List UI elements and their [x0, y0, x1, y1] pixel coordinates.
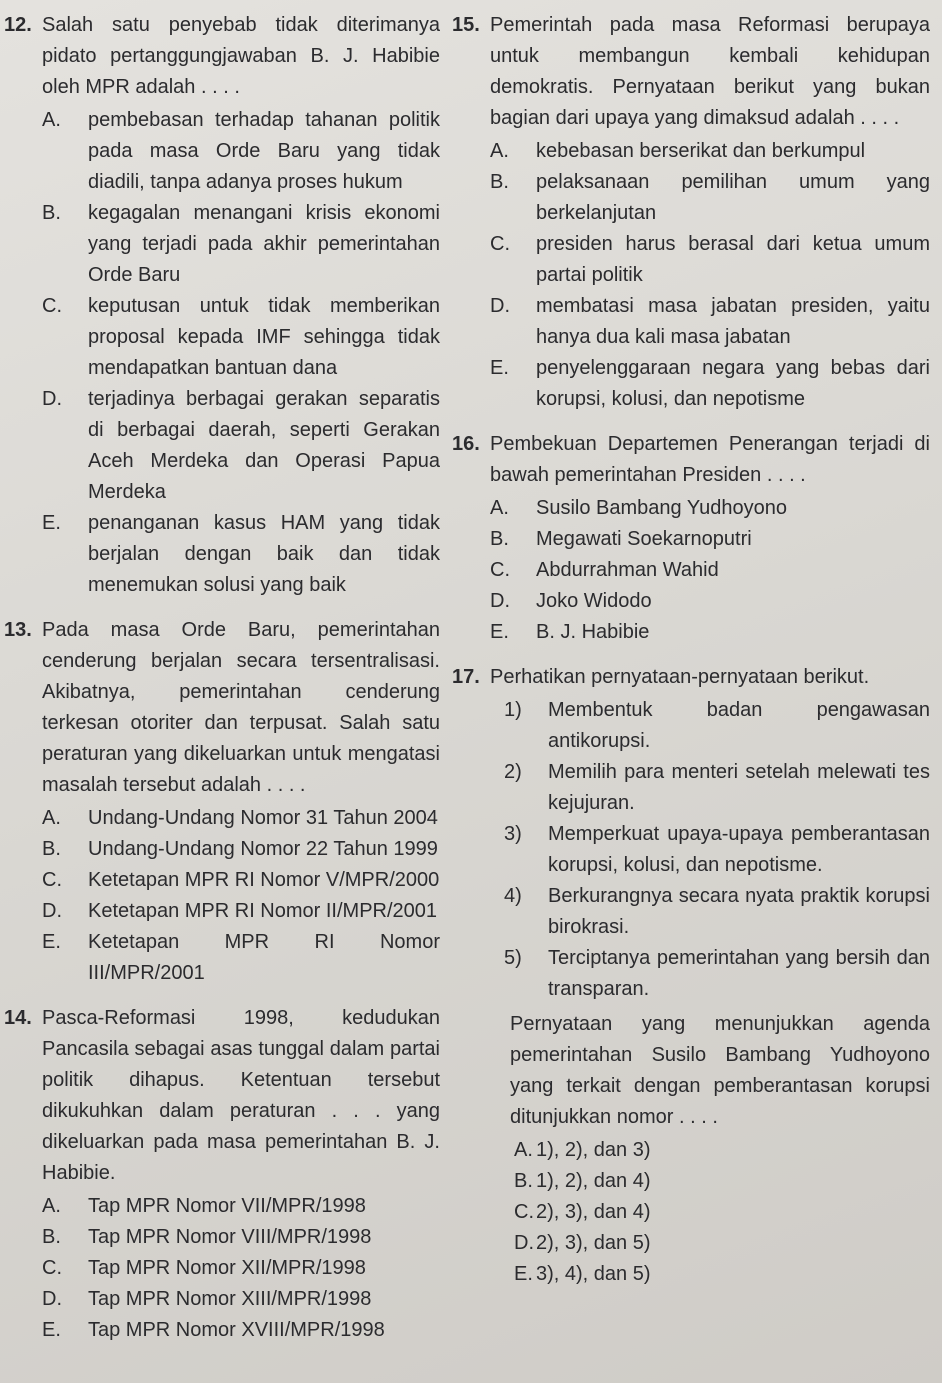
option-e[interactable]	[4, 927, 440, 989]
option-text: B. J. Habibie	[536, 621, 650, 643]
option-text: kebebasan berserikat dan berkumpul	[536, 140, 866, 162]
option-text: Tap MPR Nomor XIII/MPR/1998	[88, 1288, 372, 1310]
option-text: keputusan untuk tidak memberikan proposal kepada IMF sehingga tidak mendapatkan bantuan dana	[88, 295, 440, 379]
option-letter: D.	[42, 900, 62, 922]
option-b[interactable]	[4, 834, 440, 865]
options-list	[452, 1135, 930, 1290]
statement-text: Terciptanya pemerintahan yang bersih dan transparan.	[548, 947, 930, 1000]
question-number: 13.	[4, 619, 32, 641]
option-text: penyelenggaraan negara yang bebas dari korupsi, kolusi, dan nepotisme	[536, 357, 930, 410]
option-letter: C.	[42, 1257, 62, 1279]
option-c[interactable]	[452, 1197, 930, 1228]
question-16	[452, 429, 930, 648]
option-a[interactable]	[4, 1191, 440, 1222]
option-text: 2), 3), dan 4)	[536, 1201, 651, 1223]
question-text: Pemerintah pada masa Reformasi berupaya untuk membangun kembali kehidupan demokratis. Pernyataan berikut yang bukan bagian dari upaya yang dimaksud adalah . . . .	[490, 14, 930, 129]
option-d[interactable]	[452, 291, 930, 353]
option-letter: D.	[514, 1232, 534, 1254]
option-text: Ketetapan MPR RI Nomor II/MPR/2001	[88, 900, 438, 922]
option-letter: D.	[490, 295, 510, 317]
statement-1	[452, 695, 930, 757]
question-15	[452, 10, 930, 415]
option-b[interactable]	[452, 1166, 930, 1197]
option-letter: B.	[514, 1170, 533, 1192]
statement-number: 4)	[504, 885, 522, 907]
option-letter: B.	[42, 838, 61, 860]
option-text: kegagalan menangani krisis ekonomi yang terjadi pada akhir pemerintahan Orde Baru	[88, 202, 440, 286]
options-list	[4, 803, 440, 989]
option-letter: D.	[42, 1288, 62, 1310]
statement-number: 5)	[504, 947, 522, 969]
option-text: Abdurrahman Wahid	[536, 559, 719, 581]
option-c[interactable]	[452, 229, 930, 291]
option-e[interactable]	[452, 353, 930, 415]
option-text: presiden harus berasal dari ketua umum partai politik	[536, 233, 930, 286]
option-letter: D.	[490, 590, 510, 612]
statement-2	[452, 757, 930, 819]
option-e[interactable]	[452, 1259, 930, 1290]
option-a[interactable]	[452, 493, 930, 524]
option-text: membatasi masa jabatan presiden, yaitu hanya dua kali masa jabatan	[536, 295, 930, 348]
statement-number: 2)	[504, 761, 522, 783]
question-number: 14.	[4, 1007, 32, 1029]
option-text: pembebasan terhadap tahanan politik pada masa Orde Baru yang tidak diadili, tanpa adanya proses hukum	[88, 109, 440, 193]
options-list	[4, 105, 440, 601]
option-text: terjadinya berbagai gerakan separatis di berbagai daerah, seperti Gerakan Aceh Merdeka dan Operasi Papua Merdeka	[88, 388, 440, 503]
statement-text: Berkurangnya secara nyata praktik korupsi birokrasi.	[548, 885, 930, 938]
options-list	[452, 136, 930, 415]
option-letter: A.	[42, 1195, 61, 1217]
question-text: Pembekuan Departemen Penerangan terjadi di bawah pemerintahan Presiden . . . .	[490, 433, 930, 486]
question-number: 16.	[452, 433, 480, 455]
option-letter: A.	[490, 497, 509, 519]
question-text: Salah satu penyebab tidak diterimanya pidato pertanggungjawaban B. J. Habibie oleh MPR adalah . . . .	[42, 14, 440, 98]
option-letter: B.	[490, 171, 509, 193]
option-letter: E.	[42, 512, 61, 534]
option-text: penanganan kasus HAM yang tidak berjalan dengan baik dan tidak menemukan solusi yang baik	[88, 512, 440, 596]
option-text: Susilo Bambang Yudhoyono	[536, 497, 787, 519]
question-number: 15.	[452, 14, 480, 36]
option-letter: A.	[42, 807, 61, 829]
statements-list	[452, 695, 930, 1005]
option-text: Joko Widodo	[536, 590, 652, 612]
question-text: Pasca-Reformasi 1998, kedudukan Pancasila sebagai asas tunggal dalam partai politik dihapus. Ketentuan tersebut dikukuhkan dalam peraturan . . . yang dikeluarkan pada masa pemerintahan B. J. Habibie.	[42, 1007, 440, 1184]
option-letter: E.	[42, 1319, 61, 1341]
option-a[interactable]	[452, 136, 930, 167]
option-letter: C.	[42, 869, 62, 891]
statement-3	[452, 819, 930, 881]
option-text: 1), 2), dan 4)	[536, 1170, 651, 1192]
statement-text: Memilih para menteri setelah melewati tes kejujuran.	[548, 761, 930, 814]
statement-number: 3)	[504, 823, 522, 845]
option-letter: B.	[42, 1226, 61, 1248]
option-d[interactable]	[4, 384, 440, 508]
statement-text: Memperkuat upaya-upaya pemberantasan korupsi, kolusi, dan nepotisme.	[548, 823, 930, 876]
right-column	[452, 10, 930, 1304]
option-a[interactable]	[4, 105, 440, 198]
option-text: Tap MPR Nomor XII/MPR/1998	[88, 1257, 366, 1279]
question-14	[4, 1003, 440, 1346]
option-text: 3), 4), dan 5)	[536, 1263, 651, 1285]
option-b[interactable]	[452, 524, 930, 555]
option-e[interactable]	[452, 617, 930, 648]
option-letter: A.	[514, 1139, 533, 1161]
option-c[interactable]	[4, 865, 440, 896]
option-letter: A.	[490, 140, 509, 162]
option-a[interactable]	[4, 803, 440, 834]
option-letter: E.	[490, 357, 509, 379]
option-letter: E.	[42, 931, 61, 953]
option-b[interactable]	[4, 1222, 440, 1253]
option-text: Ketetapan MPR RI Nomor III/MPR/2001	[88, 931, 440, 984]
option-letter: C.	[490, 233, 510, 255]
options-list	[4, 1191, 440, 1346]
option-letter: C.	[514, 1201, 534, 1223]
options-list	[452, 493, 930, 648]
option-c[interactable]	[452, 555, 930, 586]
left-column	[4, 10, 440, 1360]
option-letter: B.	[490, 528, 509, 550]
option-d[interactable]	[452, 1228, 930, 1259]
question-text: Pada masa Orde Baru, pemerintahan cenderung berjalan secara tersentralisasi. Akibatnya, pemerintahan cenderung terkesan otoriter dan terpusat. Salah satu peraturan yang dikeluarkan untuk mengatasi masalah tersebut adalah . . . .	[42, 619, 440, 796]
option-letter: E.	[490, 621, 509, 643]
question-text: Perhatikan pernyataan-pernyataan berikut.	[490, 666, 870, 688]
question-follow-text: Pernyataan yang menunjukkan agenda pemerintahan Susilo Bambang Yudhoyono yang terkait dengan pemberantasan korupsi ditunjukkan nomor . . . .	[510, 1013, 930, 1128]
option-letter: E.	[514, 1263, 533, 1285]
option-text: Tap MPR Nomor XVIII/MPR/1998	[88, 1319, 385, 1341]
question-17	[452, 662, 930, 1290]
option-b[interactable]	[4, 198, 440, 291]
statement-5	[452, 943, 930, 1005]
option-text: 1), 2), dan 3)	[536, 1139, 651, 1161]
option-a[interactable]	[452, 1135, 930, 1166]
statement-number: 1)	[504, 699, 522, 721]
option-text: Undang-Undang Nomor 22 Tahun 1999	[88, 838, 438, 860]
option-e[interactable]	[4, 508, 440, 601]
option-d[interactable]	[452, 586, 930, 617]
option-d[interactable]	[4, 896, 440, 927]
statement-text: Membentuk badan pengawasan antikorupsi.	[548, 699, 930, 752]
option-text: Ketetapan MPR RI Nomor V/MPR/2000	[88, 869, 440, 891]
option-text: Megawati Soekarnoputri	[536, 528, 752, 550]
option-text: Undang-Undang Nomor 31 Tahun 2004	[88, 807, 438, 829]
option-letter: C.	[490, 559, 510, 581]
option-d[interactable]	[4, 1284, 440, 1315]
option-letter: D.	[42, 388, 62, 410]
option-text: Tap MPR Nomor VII/MPR/1998	[88, 1195, 366, 1217]
option-b[interactable]	[452, 167, 930, 229]
question-12	[4, 10, 440, 601]
option-c[interactable]	[4, 291, 440, 384]
option-text: Tap MPR Nomor VIII/MPR/1998	[88, 1226, 372, 1248]
question-number: 12.	[4, 14, 32, 36]
option-text: 2), 3), dan 5)	[536, 1232, 651, 1254]
option-letter: A.	[42, 109, 61, 131]
question-13	[4, 615, 440, 989]
option-letter: C.	[42, 295, 62, 317]
option-e[interactable]	[4, 1315, 440, 1346]
option-text: pelaksanaan pemilihan umum yang berkelanjutan	[536, 171, 930, 224]
option-letter: B.	[42, 202, 61, 224]
statement-4	[452, 881, 930, 943]
option-c[interactable]	[4, 1253, 440, 1284]
question-number: 17.	[452, 666, 480, 688]
